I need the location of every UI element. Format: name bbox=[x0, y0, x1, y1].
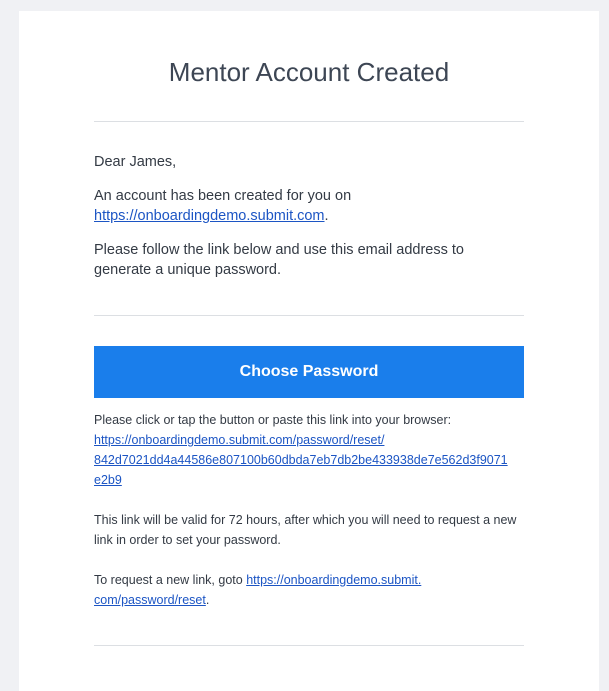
request-link-line-2: com/password/reset bbox=[94, 593, 206, 607]
reset-link-line-1: https://onboardingdemo.submit.com/password/reset/ bbox=[94, 433, 385, 447]
request-new-link-text: To request a new link, goto bbox=[94, 573, 243, 587]
request-link-line-1: https://onboardingdemo.submit. bbox=[246, 573, 422, 587]
choose-password-button[interactable]: Choose Password bbox=[94, 346, 524, 398]
account-site-link[interactable]: https://onboardingdemo.submit.com bbox=[94, 208, 325, 224]
paste-link-paragraph bbox=[94, 410, 526, 490]
password-reset-link[interactable] bbox=[94, 433, 508, 487]
request-new-link-paragraph bbox=[94, 570, 526, 610]
email-card bbox=[19, 11, 599, 691]
divider bbox=[94, 121, 524, 122]
account-created-text: An account has been created for you on bbox=[94, 188, 352, 204]
reset-link-line-3: e2b9 bbox=[94, 473, 122, 487]
divider bbox=[94, 645, 524, 646]
account-created-paragraph bbox=[94, 186, 524, 226]
divider bbox=[94, 315, 524, 316]
account-link-suffix: . bbox=[324, 208, 329, 224]
greeting-text: Dear James, bbox=[94, 154, 177, 170]
email-title: Mentor Account Created bbox=[168, 57, 450, 87]
reset-link-line-2: 842d7021dd4a44586e807100b60dbda7eb7db2be433938de7e562d3f9071 bbox=[94, 453, 508, 467]
request-link-suffix: . bbox=[205, 593, 210, 607]
follow-instructions-text: Please follow the link below and use this email address to generate a unique password. bbox=[94, 242, 464, 278]
paste-link-text: Please click or tap the button or paste this link into your browser: bbox=[94, 413, 452, 427]
link-validity-text: This link will be valid for 72 hours, after which you will need to request a new link in order to set your password. bbox=[94, 513, 517, 547]
